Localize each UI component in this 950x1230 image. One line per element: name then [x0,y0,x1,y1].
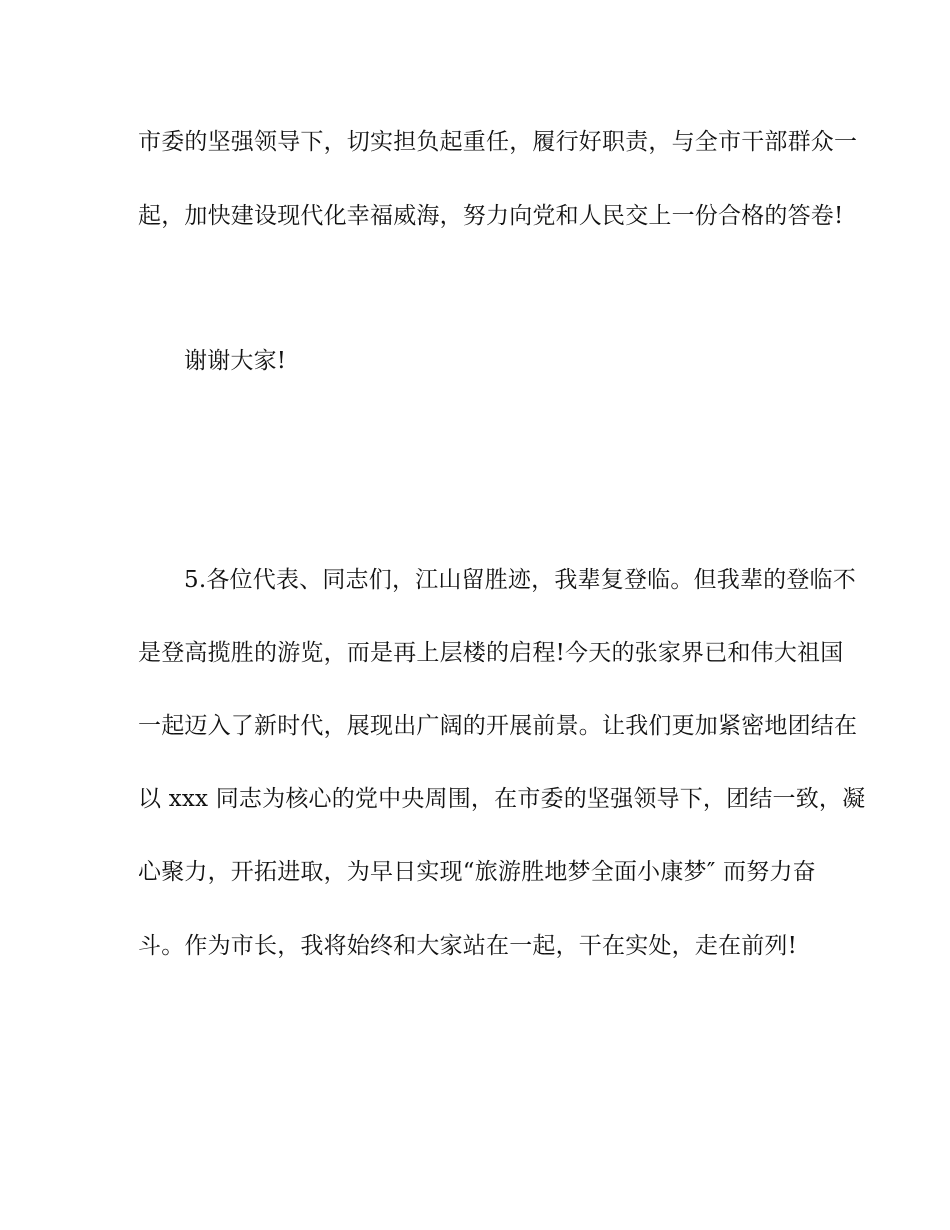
paragraph-line: 市委的坚强领导下，切实担负起重任，履行好职责，与全市干部群众一 [138,129,858,155]
paragraph-line: 起，加快建设现代化幸福威海，努力向党和人民交上一份合格的答卷! [138,203,844,229]
paragraph-line: 是登高揽胜的游览，而是再上层楼的启程!今天的张家界已和伟大祖国 [138,640,844,666]
paragraph-line: 心聚力，开拓进取，为早日实现“旅游胜地梦全面小康梦″ 而努力奋 [138,859,816,885]
paragraph-line: 一起迈入了新时代，展现出广阔的开展前景。让我们更加紧密地团结在 [138,713,858,739]
paragraph-line: 斗。作为市长，我将始终和大家站在一起，干在实处，走在前列! [138,933,798,959]
paragraph-line: 5.各位代表、同志们，江山留胜迹，我辈复登临。但我辈的登临不 [184,567,856,593]
closing-remark: 谢谢大家! [184,348,287,374]
paragraph-line: 以 xxx 同志为核心的党中央周围，在市委的坚强领导下，团结一致，凝 [138,786,866,812]
